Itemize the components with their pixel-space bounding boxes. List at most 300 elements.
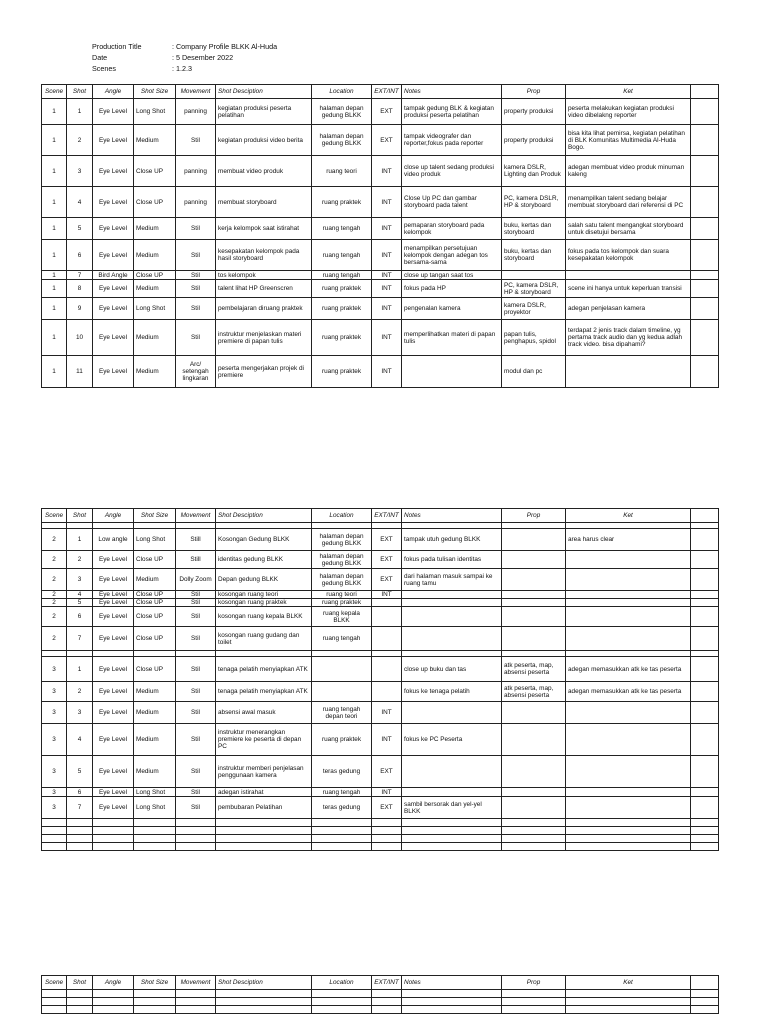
table-cell: adegan membuat video produk minuman kaleng — [566, 156, 691, 187]
table-cell — [402, 702, 502, 724]
table-cell — [312, 990, 372, 998]
table-cell: peserta mengerjakan projek di premiere — [216, 356, 312, 388]
table-row — [42, 657, 719, 682]
table-cell: Stil — [176, 682, 216, 702]
header-row — [92, 63, 372, 74]
table-cell — [502, 569, 566, 591]
table-cell — [176, 827, 216, 835]
table-cell — [93, 1006, 134, 1014]
table-cell — [67, 990, 93, 998]
table-cell — [93, 990, 134, 998]
table-cell: peserta melakukan kegiatan produksi video dibelakng reporter — [566, 99, 691, 125]
table-cell: tenaga pelatih menyiapkan ATK — [216, 657, 312, 682]
table-cell — [372, 843, 402, 851]
table-cell: Eye Level — [93, 240, 134, 271]
table-cell — [691, 218, 719, 240]
table-cell — [691, 657, 719, 682]
column-header: Scene — [42, 85, 67, 99]
column-header: Shot Size — [134, 976, 176, 990]
table-cell: Medium — [134, 320, 176, 356]
column-header: EXT/INT — [372, 509, 402, 523]
table-cell: Medium — [134, 356, 176, 388]
table-cell — [134, 1006, 176, 1014]
table-cell: Still — [176, 529, 216, 551]
table-cell — [134, 827, 176, 835]
column-header — [691, 976, 719, 990]
table-cell: menampilkan persetujuan kelompok dengan adegan tos bersama-sama — [402, 240, 502, 271]
table-cell: Stil — [176, 788, 216, 797]
table-header-row — [42, 509, 719, 523]
table-cell — [402, 827, 502, 835]
table-cell — [402, 843, 502, 851]
table-cell — [691, 607, 719, 627]
table-cell — [67, 835, 93, 843]
table-row — [42, 280, 719, 298]
table-row — [42, 627, 719, 651]
table-cell — [502, 843, 566, 851]
table-cell — [312, 657, 372, 682]
table-cell: 3 — [42, 682, 67, 702]
table-cell — [502, 702, 566, 724]
column-header: Scene — [42, 509, 67, 523]
table-cell — [566, 702, 691, 724]
table-cell: Close UP — [134, 657, 176, 682]
table-cell: Stil — [176, 125, 216, 156]
table-cell: Still — [176, 551, 216, 569]
table-cell — [691, 240, 719, 271]
table-cell: ruang praktek — [312, 298, 372, 320]
table-cell — [691, 551, 719, 569]
shot-list-table-3 — [41, 975, 719, 1014]
table-cell: 9 — [67, 298, 93, 320]
table-cell — [216, 998, 312, 1006]
table-cell — [93, 998, 134, 1006]
table-row — [42, 551, 719, 569]
table-cell: INT — [372, 591, 402, 599]
table-cell: halaman depan gedung BLKK — [312, 529, 372, 551]
table-cell: Medium — [134, 702, 176, 724]
table-cell: halaman depan gedung BLKK — [312, 551, 372, 569]
column-header: Ket — [566, 976, 691, 990]
table-cell — [566, 990, 691, 998]
table-cell — [312, 827, 372, 835]
table-cell — [691, 724, 719, 756]
table-cell — [42, 819, 67, 827]
table-cell: modul dan pc — [502, 356, 566, 388]
table-cell: talent lihat HP Greenscren — [216, 280, 312, 298]
table-cell: 1 — [42, 187, 67, 218]
table-cell: Stil — [176, 627, 216, 651]
table-cell — [691, 682, 719, 702]
table-cell: 5 — [67, 218, 93, 240]
table-cell: memperlihatkan materi di papan tulis — [402, 320, 502, 356]
column-header: Movement — [176, 976, 216, 990]
table-cell: ruang tengah — [312, 240, 372, 271]
column-header: Angle — [93, 85, 134, 99]
table-cell — [502, 599, 566, 607]
table-cell: salah satu talent mengangkat storyboard untuk disetujui bersama — [566, 218, 691, 240]
table-cell: Medium — [134, 280, 176, 298]
column-header: Movement — [176, 85, 216, 99]
table-cell: Eye Level — [93, 99, 134, 125]
table-row — [42, 356, 719, 388]
table-cell: membuat storyboard — [216, 187, 312, 218]
table-cell: 4 — [67, 724, 93, 756]
table-cell: Stil — [176, 271, 216, 280]
table-cell: Stil — [176, 724, 216, 756]
table-cell: Stil — [176, 298, 216, 320]
table-cell — [502, 835, 566, 843]
table-cell: Stil — [176, 599, 216, 607]
table-cell: Eye Level — [93, 599, 134, 607]
table-cell: terdapat 2 jenis track dalam timeline, yg pertama track audio dan yg kedua adlah track video. bisa dipahami? — [566, 320, 691, 356]
table-cell: Close UP — [134, 187, 176, 218]
table-cell — [42, 835, 67, 843]
table-row — [42, 990, 719, 998]
table-cell: Eye Level — [93, 788, 134, 797]
table-cell: INT — [372, 187, 402, 218]
table-cell: 4 — [67, 591, 93, 599]
table-row — [42, 298, 719, 320]
table-row — [42, 835, 719, 843]
table-row — [42, 599, 719, 607]
table-cell: panning — [176, 99, 216, 125]
table-cell — [566, 998, 691, 1006]
table-cell: 2 — [42, 627, 67, 651]
column-header: Shot Desciption — [216, 976, 312, 990]
header-label: Date — [92, 53, 108, 62]
table-cell — [691, 591, 719, 599]
column-header: Angle — [93, 976, 134, 990]
table-row — [42, 1006, 719, 1014]
table-cell: Stil — [176, 657, 216, 682]
table-header-row — [42, 976, 719, 990]
column-header: Ket — [566, 509, 691, 523]
table-cell: atk peserta, map, absensi peserta — [502, 682, 566, 702]
table-row — [42, 998, 719, 1006]
column-header: Shot Size — [134, 509, 176, 523]
column-header: Angle — [93, 509, 134, 523]
table-cell: INT — [372, 271, 402, 280]
table-cell: Close Up PC dan gambar storyboard pada talent — [402, 187, 502, 218]
table-cell: Arc/ setengah lingkaran — [176, 356, 216, 388]
table-cell: scene ini hanya untuk keperluan transisi — [566, 280, 691, 298]
table-cell — [502, 607, 566, 627]
table-row — [42, 607, 719, 627]
table-cell: ruang tengah — [312, 627, 372, 651]
table-cell: PC, kamera DSLR, HP & storyboard — [502, 280, 566, 298]
table-cell — [176, 1006, 216, 1014]
table-cell: menampilkan talent sedang belajar membuat storyboard dari referensi di PC — [566, 187, 691, 218]
table-cell — [566, 788, 691, 797]
table-cell: EXT — [372, 529, 402, 551]
table-cell — [42, 998, 67, 1006]
table-cell: 2 — [67, 125, 93, 156]
column-header: Prop — [502, 85, 566, 99]
table-cell — [176, 819, 216, 827]
table-cell — [691, 298, 719, 320]
header-value: : Company Profile BLKK Al-Huda — [172, 42, 278, 51]
table-cell — [372, 835, 402, 843]
table-cell — [67, 1006, 93, 1014]
table-cell — [566, 797, 691, 819]
column-header: EXT/INT — [372, 85, 402, 99]
table-cell: Eye Level — [93, 797, 134, 819]
table-cell: pengenalan kamera — [402, 298, 502, 320]
table-cell: 2 — [42, 569, 67, 591]
table-row — [42, 569, 719, 591]
table-row — [42, 843, 719, 851]
table-cell: 1 — [67, 99, 93, 125]
table-cell — [176, 998, 216, 1006]
table-cell: Eye Level — [93, 627, 134, 651]
table-cell: Medium — [134, 724, 176, 756]
table-cell: close up tangan saat tos — [402, 271, 502, 280]
table-cell — [372, 607, 402, 627]
column-header: Prop — [502, 976, 566, 990]
table-cell — [216, 819, 312, 827]
table-cell — [691, 125, 719, 156]
table-cell — [67, 827, 93, 835]
table-cell: kegiatan produksi video berita — [216, 125, 312, 156]
table-cell — [176, 835, 216, 843]
shot-list-table-1 — [41, 84, 719, 388]
table-cell — [372, 827, 402, 835]
table-cell: close up talent sedang produksi video produk — [402, 156, 502, 187]
table-cell: teras gedung — [312, 797, 372, 819]
table-cell — [134, 998, 176, 1006]
table-cell — [691, 99, 719, 125]
table-cell: close up buku dan tas — [402, 657, 502, 682]
table-cell: INT — [372, 156, 402, 187]
table-cell: Medium — [134, 682, 176, 702]
table-cell — [502, 724, 566, 756]
table-cell: Eye Level — [93, 551, 134, 569]
table-cell: tampak utuh gedung BLKK — [402, 529, 502, 551]
table-cell: 1 — [42, 156, 67, 187]
table-cell: Eye Level — [93, 756, 134, 788]
table-cell: Stil — [176, 240, 216, 271]
table-cell: panning — [176, 156, 216, 187]
column-header: Shot Desciption — [216, 509, 312, 523]
table-cell — [402, 819, 502, 827]
column-header: Shot — [67, 85, 93, 99]
table-cell: Eye Level — [93, 724, 134, 756]
table-cell: 3 — [67, 702, 93, 724]
table-cell: Long Shot — [134, 797, 176, 819]
table-row — [42, 724, 719, 756]
table-cell — [93, 843, 134, 851]
table-cell — [312, 819, 372, 827]
table-cell: kamera DSLR, Lighting dan Produk — [502, 156, 566, 187]
table-cell — [566, 827, 691, 835]
table-row — [42, 756, 719, 788]
table-cell: INT — [372, 218, 402, 240]
table-cell: ruang kepala BLKK — [312, 607, 372, 627]
table-cell — [42, 827, 67, 835]
table-cell: 5 — [67, 756, 93, 788]
table-cell: 7 — [67, 627, 93, 651]
table-cell — [402, 607, 502, 627]
table-cell: Eye Level — [93, 156, 134, 187]
table-cell: 6 — [67, 607, 93, 627]
table-cell — [691, 280, 719, 298]
header-row — [92, 41, 372, 52]
table-cell: 1 — [67, 657, 93, 682]
table-cell — [402, 627, 502, 651]
table-cell — [372, 682, 402, 702]
table-cell: instruktur menerangkan premiere ke peserta di depan PC — [216, 724, 312, 756]
table-row — [42, 99, 719, 125]
table-cell: Eye Level — [93, 320, 134, 356]
table-cell — [691, 187, 719, 218]
table-cell: ruang praktek — [312, 320, 372, 356]
table-cell — [42, 843, 67, 851]
table-cell: halaman depan gedung BLKK — [312, 99, 372, 125]
table-cell — [691, 702, 719, 724]
header-value: : 1.2.3 — [172, 64, 192, 73]
table-cell — [502, 551, 566, 569]
column-header: Prop — [502, 509, 566, 523]
table-cell: fokus pada tulisan identitas — [402, 551, 502, 569]
table-row — [42, 827, 719, 835]
table-cell: EXT — [372, 569, 402, 591]
table-cell: papan tulis, penghapus, spidol — [502, 320, 566, 356]
table-cell: Medium — [134, 756, 176, 788]
table-cell — [402, 1006, 502, 1014]
table-cell: 6 — [67, 240, 93, 271]
table-cell — [402, 998, 502, 1006]
table-cell: kosongan ruang praktek — [216, 599, 312, 607]
table-cell: fokus pada HP — [402, 280, 502, 298]
column-header: Shot Size — [134, 85, 176, 99]
table-row — [42, 819, 719, 827]
table-cell: Close UP — [134, 271, 176, 280]
table-cell — [691, 843, 719, 851]
table-cell: Depan gedung BLKK — [216, 569, 312, 591]
table-cell: kosongan ruang teori — [216, 591, 312, 599]
table-cell: Eye Level — [93, 607, 134, 627]
table-cell — [216, 990, 312, 998]
table-cell — [502, 591, 566, 599]
table-cell — [372, 990, 402, 998]
table-row — [42, 218, 719, 240]
header-label: Scenes — [92, 64, 116, 73]
table-cell: identitas gedung BLKK — [216, 551, 312, 569]
table-cell: tampak videografer dan reporter,fokus pada reporter — [402, 125, 502, 156]
table-cell: Eye Level — [93, 682, 134, 702]
table-cell — [372, 998, 402, 1006]
column-header: Ket — [566, 85, 691, 99]
table-cell — [566, 599, 691, 607]
table-cell: instruktur menjelaskan materi premiere di papan tulis — [216, 320, 312, 356]
table-cell: 3 — [67, 569, 93, 591]
table-cell — [566, 843, 691, 851]
table-cell: 7 — [67, 271, 93, 280]
table-cell — [372, 599, 402, 607]
table-cell: 1 — [42, 298, 67, 320]
table-cell: EXT — [372, 125, 402, 156]
table-cell: Long Shot — [134, 529, 176, 551]
table-cell: Eye Level — [93, 298, 134, 320]
shot-list-table-2 — [41, 508, 719, 851]
table-cell: Stil — [176, 756, 216, 788]
table-cell — [67, 843, 93, 851]
table-cell: Kosongan Gedung BLKK — [216, 529, 312, 551]
column-header: Shot — [67, 509, 93, 523]
table-cell: Close UP — [134, 599, 176, 607]
table-cell — [502, 998, 566, 1006]
table-cell — [691, 1006, 719, 1014]
table-cell — [566, 1006, 691, 1014]
table-cell — [402, 990, 502, 998]
table-cell — [216, 843, 312, 851]
table-cell: buku, kertas dan storyboard — [502, 218, 566, 240]
table-cell: 2 — [67, 682, 93, 702]
table-cell: bisa kita lihat pemirsa, kegiatan pelatihan di BLK Komunitas Multimedia Al-Huda Bogo. — [566, 125, 691, 156]
table-cell: fokus pada tos kelompok dan suara kesepakatan kelompok — [566, 240, 691, 271]
table-cell: Close UP — [134, 591, 176, 599]
table-cell: halaman depan gedung BLKK — [312, 125, 372, 156]
table-cell — [42, 990, 67, 998]
table-cell: INT — [372, 280, 402, 298]
table-cell: dari halaman masuk sampai ke ruang tamu — [402, 569, 502, 591]
table-cell — [691, 356, 719, 388]
table-cell — [402, 788, 502, 797]
table-cell: 1 — [42, 125, 67, 156]
table-cell: Stil — [176, 702, 216, 724]
table-cell: ruang praktek — [312, 724, 372, 756]
table-cell: Medium — [134, 125, 176, 156]
table-cell: Eye Level — [93, 569, 134, 591]
table-row — [42, 320, 719, 356]
table-cell — [176, 990, 216, 998]
table-cell: Eye Level — [93, 356, 134, 388]
table-cell: 8 — [67, 280, 93, 298]
table-cell: sambil bersorak dan yel-yel BLKK — [402, 797, 502, 819]
table-cell — [42, 1006, 67, 1014]
table-cell: Long Shot — [134, 99, 176, 125]
table-cell — [502, 788, 566, 797]
table-cell: instruktur memberi penjelasan penggunaan kamera — [216, 756, 312, 788]
production-header — [92, 41, 372, 74]
table-cell: 1 — [42, 218, 67, 240]
table-cell: kerja kelompok saat istirahat — [216, 218, 312, 240]
table-cell: atk peserta, map, absensi peserta — [502, 657, 566, 682]
table-row — [42, 125, 719, 156]
table-cell — [691, 271, 719, 280]
table-cell: Dolly Zoom — [176, 569, 216, 591]
table-cell — [691, 797, 719, 819]
table-cell: membuat video produk — [216, 156, 312, 187]
table-cell: Stil — [176, 218, 216, 240]
table-cell — [176, 843, 216, 851]
header-row — [92, 52, 372, 63]
table-cell: kosongan ruang kepala BLKK — [216, 607, 312, 627]
table-cell — [566, 591, 691, 599]
table-cell: 10 — [67, 320, 93, 356]
table-cell: pembelajaran diruang praktek — [216, 298, 312, 320]
table-cell: INT — [372, 356, 402, 388]
table-cell — [402, 356, 502, 388]
table-cell: 1 — [67, 529, 93, 551]
table-row — [42, 271, 719, 280]
column-header: Shot — [67, 976, 93, 990]
table-cell — [691, 998, 719, 1006]
table-cell: 11 — [67, 356, 93, 388]
table-row — [42, 788, 719, 797]
table-cell: INT — [372, 240, 402, 271]
